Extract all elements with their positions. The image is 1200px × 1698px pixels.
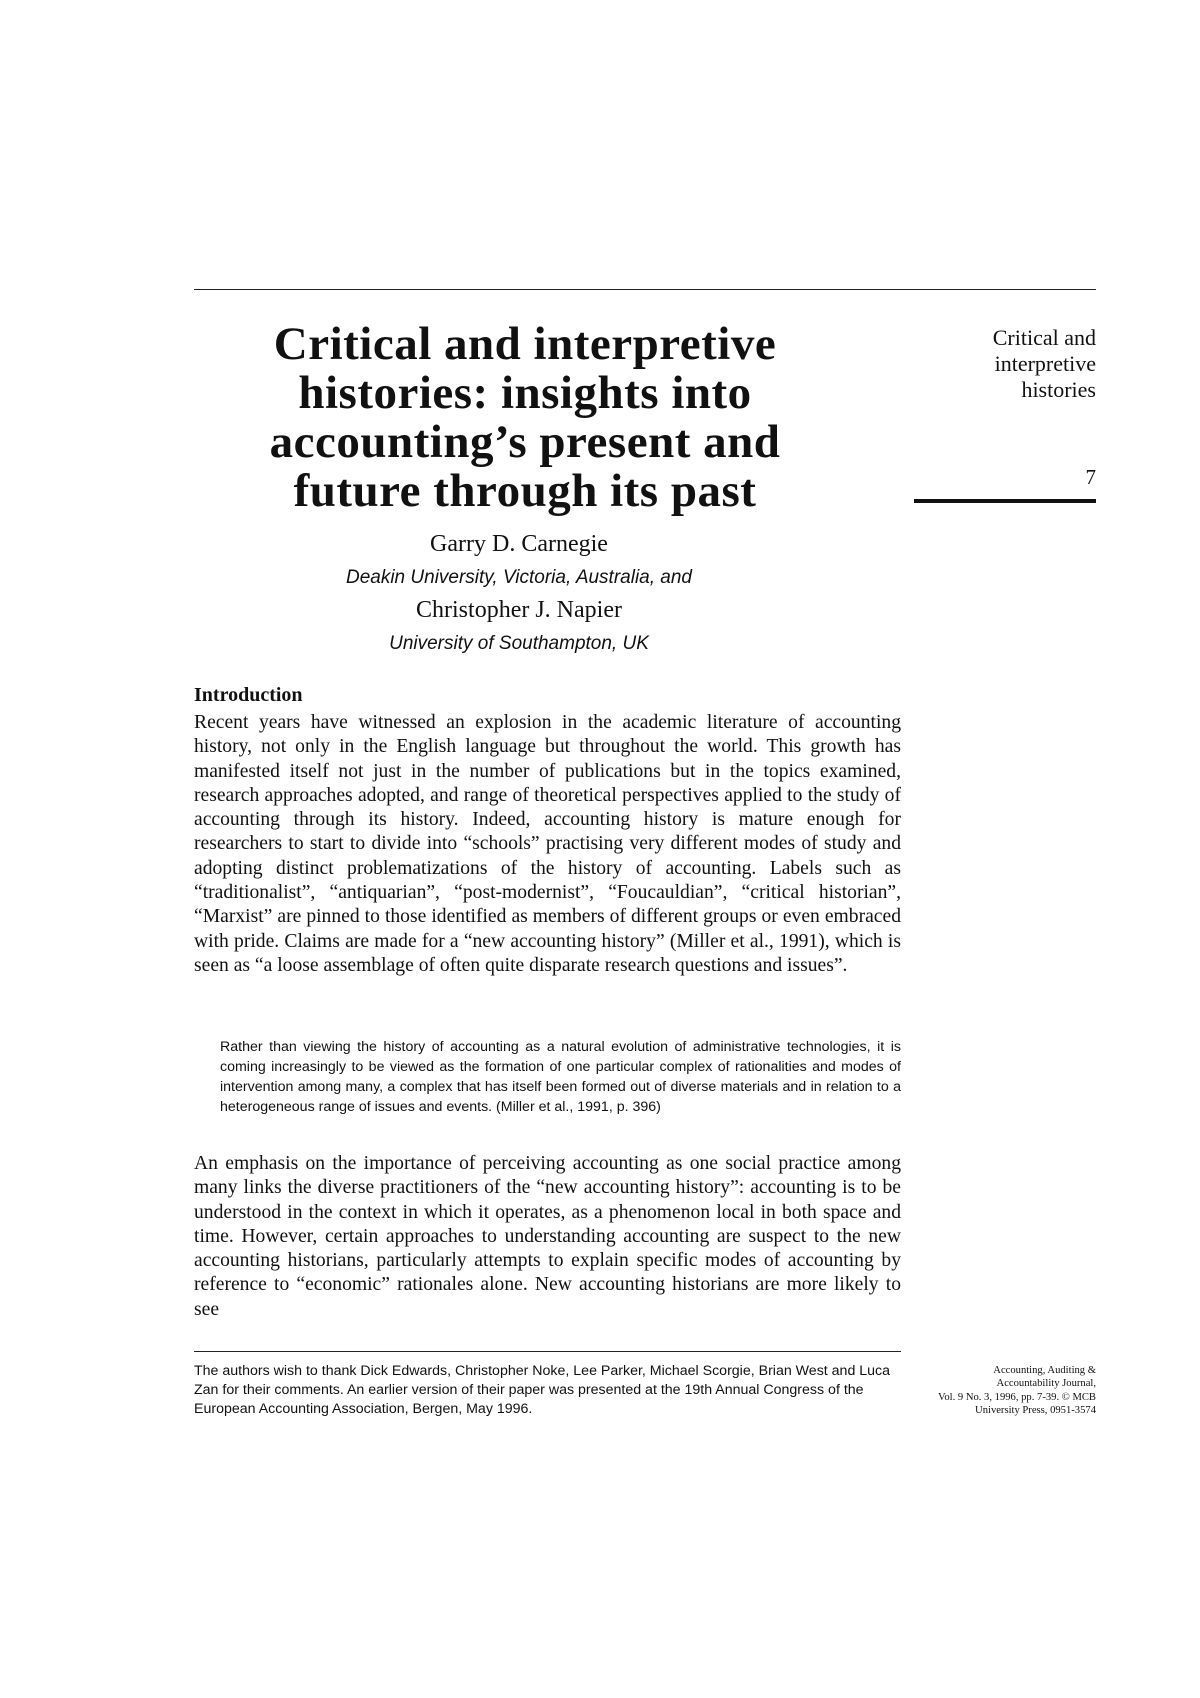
- title-line: Critical and interpretive: [273, 318, 777, 370]
- running-head: [930, 325, 1096, 403]
- running-head-line: Critical and: [992, 325, 1096, 350]
- page-number-rule: [914, 499, 1096, 503]
- journal-info-line: Accountability Journal,: [996, 1378, 1096, 1390]
- footnote: The authors wish to thank Dick Edwards, Christopher Noke, Lee Parker, Michael Scorgie, Brian West and Luca Zan for their comments. An earlier version of their paper was presented at the 19th Annual Congress of the European Accounting Association, Bergen, May 1996.: [194, 1363, 891, 1417]
- journal-info-line: Vol. 9 No. 3, 1996, pp. 7-39. © MCB: [938, 1391, 1096, 1403]
- journal-info: [920, 1364, 1096, 1418]
- section-heading: Introduction: [194, 684, 303, 706]
- author-affiliation: Deakin University, Victoria, Australia, and: [345, 567, 693, 588]
- author-name: Christopher J. Napier: [416, 597, 622, 623]
- body-paragraph: Recent years have witnessed an explosion in the academic literature of accounting history, not only in the English language but throughout the world. This growth has manifested itself not just in the number of publications but in the topics examined, research approaches adopted, and range of theoretical perspectives applied to the study of accounting through its history. Indeed, accounting history is mature enough for researchers to start to divide into “schools” practising very different modes of study and adopting distinct problematizations of the history of accounting. Labels such as “traditionalist”, “antiquarian”, “post-modernist”, “Foucauldian”, “critical historian”, “Marxist” are pinned to those identified as members of different groups or even embraced with pride. Claims are made for a “new accounting history” (Miller et al., 1991), which is seen as “a loose assemblage of often quite disparate research questions and issues”.: [194, 712, 901, 976]
- author-affiliation: University of Southampton, UK: [389, 633, 649, 654]
- journal-info-line: Accounting, Auditing &: [993, 1365, 1096, 1376]
- page-number: 7: [1085, 465, 1096, 489]
- title-line: future through its past: [293, 465, 757, 517]
- running-head-line: interpretive: [994, 351, 1096, 376]
- title-line: histories: insights into: [298, 367, 752, 419]
- top-rule: [194, 289, 1096, 290]
- footnote-rule: [194, 1351, 901, 1352]
- journal-info-line: University Press, 0951-3574: [975, 1405, 1096, 1417]
- author-name: Garry D. Carnegie: [430, 531, 608, 557]
- block-quote: Rather than viewing the history of accounting as a natural evolution of administrative technologies, it is coming increasingly to be viewed as the formation of one particular complex of rationalities and modes of intervention among many, a complex that has itself been formed out of diverse materials and in relation to a heterogeneous range of issues and events. (Miller et al., 1991, p. 396): [220, 1039, 901, 1116]
- running-head-line: histories: [1021, 377, 1096, 402]
- article-title: [220, 320, 830, 516]
- body-paragraph: An emphasis on the importance of perceiving accounting as one social practice among many links the diverse practitioners of the “new accounting history”: accounting is to be understood in the context in which it operates, as a phenomenon local in both space and time. However, certain approaches to understanding accounting are suspect to the new accounting historians, particularly attempts to explain specific modes of accounting by reference to “economic” rationales alone. New accounting historians are more likely to see: [194, 1153, 901, 1320]
- title-line: accounting’s present and: [269, 416, 781, 468]
